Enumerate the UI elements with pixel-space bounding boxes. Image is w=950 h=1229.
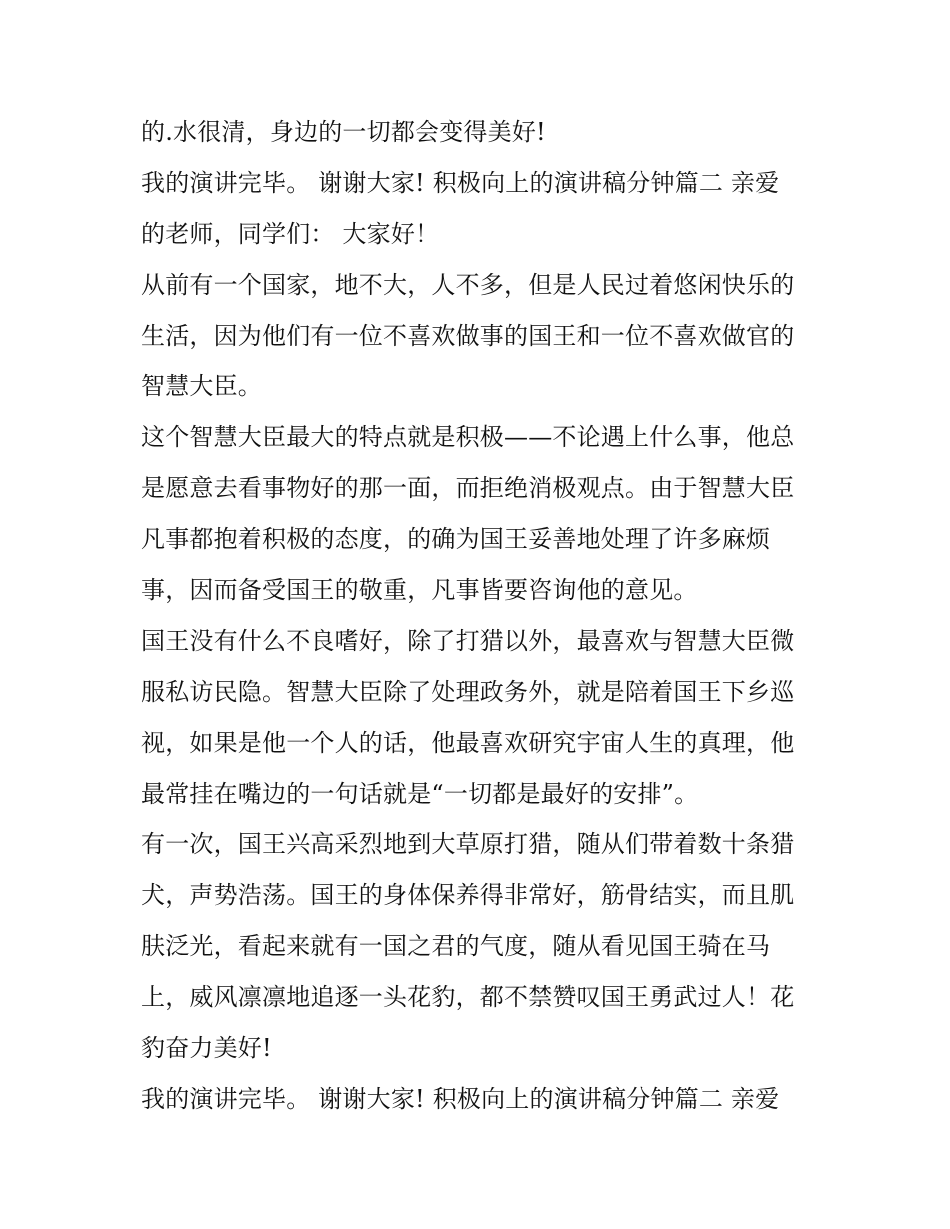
text-line-3: 的老师，同学们： 大家好！ — [141, 219, 440, 248]
text-line-17: 肤泛光，看起来就有一国之君的气度，随从看见国王骑在马 — [141, 932, 771, 961]
text-line-6: 智慧大臣。 — [141, 372, 262, 401]
text-line-13: 视，如果是他一个人的话，他最喜欢研究宇宙人生的真理，他 — [141, 728, 795, 757]
text-line-9: 凡事都抱着积极的态度，的确为国王妥善地处理了许多麻烦 — [141, 525, 771, 554]
text-line-12: 服私访民隐。智慧大臣除了处理政务外，就是陪着国王下乡巡 — [141, 677, 795, 706]
text-line-8: 是愿意去看事物好的那一面，而拒绝消极观点。由于智慧大臣 — [141, 474, 795, 503]
text-line-7: 这个智慧大臣最大的特点就是积极——不论遇上什么事，他总 — [141, 423, 795, 452]
text-line-14: 最常挂在嘴边的一句话就是“一切都是最好的安排”。 — [141, 779, 699, 808]
text-line-2: 我的演讲完毕。 谢谢大家! 积极向上的演讲稿分钟篇二 亲爱 — [141, 168, 780, 197]
document-body — [141, 107, 821, 1125]
text-line-19: 豹奋力美好! — [141, 1034, 272, 1063]
text-line-1: 的.水很清，身边的一切都会变得美好! — [141, 118, 546, 146]
text-line-5: 生活，因为他们有一位不喜欢做事的国王和一位不喜欢做官的 — [141, 321, 795, 350]
text-line-20: 我的演讲完毕。 谢谢大家! 积极向上的演讲稿分钟篇二 亲爱 — [141, 1084, 780, 1113]
text-line-11: 国王没有什么不良嗜好，除了打猎以外，最喜欢与智慧大臣微 — [141, 626, 795, 655]
text-line-18: 上，威风凛凛地追逐一头花豹，都不禁赞叹国王勇武过人！花 — [141, 983, 795, 1012]
text-line-16: 犬，声势浩荡。国王的身体保养得非常好，筋骨结实，而且肌 — [141, 881, 795, 910]
text-line-4: 从前有一个国家，地不大，人不多，但是人民过着悠闲快乐的 — [141, 270, 795, 299]
text-line-10: 事，因而备受国王的敬重，凡事皆要咨询他的意见。 — [141, 576, 698, 605]
text-line-15: 有一次，国王兴高采烈地到大草原打猎，随从们带着数十条猎 — [141, 830, 795, 859]
